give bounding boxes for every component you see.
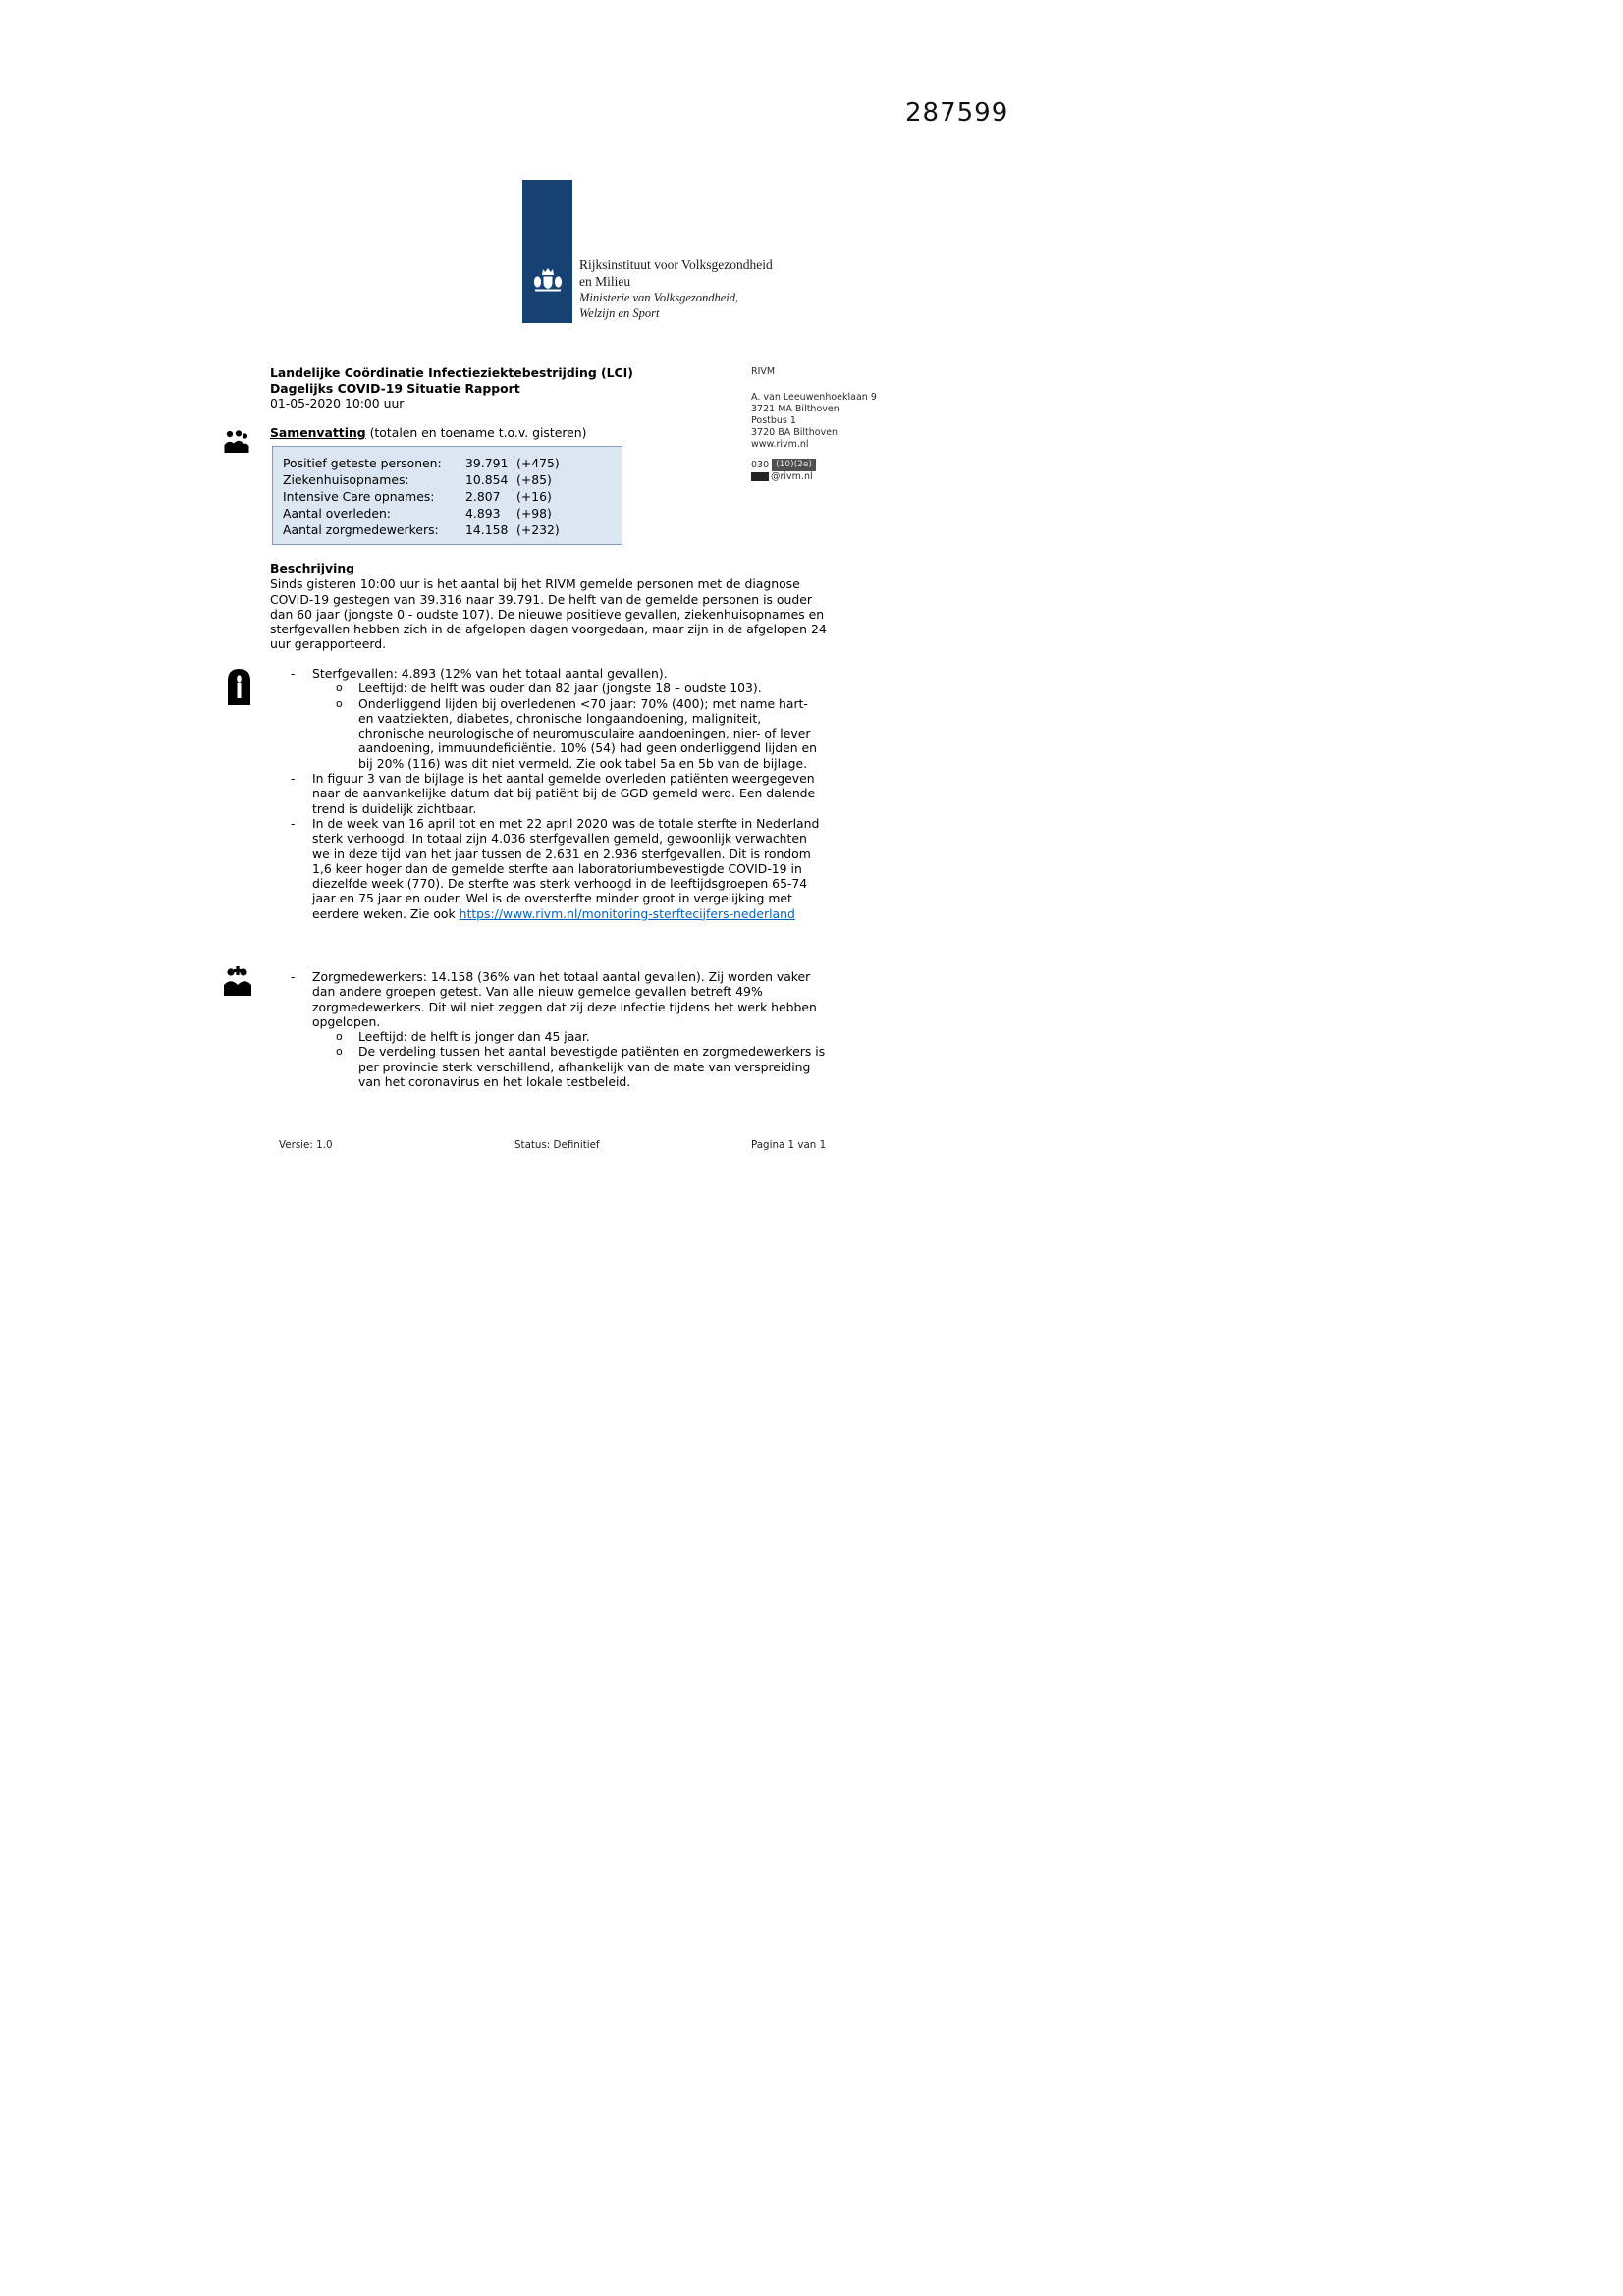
list-item <box>291 969 827 1029</box>
sub-bullet-marker: o <box>336 1030 343 1044</box>
logo-ministry-line2: Welzijn en Sport <box>579 306 660 320</box>
bullet-text <box>312 816 827 921</box>
contact-address-line: 3720 BA Bilthoven <box>751 427 839 438</box>
sub-list-item <box>336 1044 827 1089</box>
stamp-number: 287599 <box>905 98 1009 128</box>
logo-bar <box>522 180 572 323</box>
footer-page-number: Pagina 1 van 1 <box>751 1139 827 1151</box>
deaths-bullet-section <box>291 666 827 921</box>
bullet-marker: - <box>291 771 296 787</box>
stat-delta: (+98) <box>516 506 552 520</box>
stat-delta: (+475) <box>516 456 560 470</box>
logo-ministry-line1: Ministerie van Volksgezondheid, <box>579 291 739 304</box>
document-title-line2: Dagelijks COVID-19 Situatie Rapport <box>270 380 520 396</box>
sub-bullet-marker: o <box>336 682 343 695</box>
stat-value: 10.854 <box>465 472 509 487</box>
contact-address-line: Postbus 1 <box>751 415 796 426</box>
list-item <box>291 666 827 681</box>
document-date: 01-05-2020 10:00 uur <box>270 396 405 410</box>
stat-delta: (+16) <box>516 489 552 504</box>
contact-phone <box>751 459 877 471</box>
stat-label: Aantal overleden: <box>283 506 391 520</box>
footer-status: Status: Definitief <box>514 1139 600 1151</box>
bullet-text: In figuur 3 van de bijlage is het aantal gemelde overleden patiënten weergegeven naar de aanvankelijke datum dat bij patiënt bij de GGD gemeld werd. Een dalende trend is duidelijk zichtbaar. <box>312 771 816 816</box>
description-heading: Beschrijving <box>270 561 355 575</box>
healthcare-workers-icon <box>222 966 253 997</box>
summary-heading-suffix: (totalen en toename t.o.v. gisteren) <box>365 425 587 440</box>
memorial-candle-icon <box>227 668 251 706</box>
coat-of-arms-icon <box>531 264 565 296</box>
sub-bullet-marker: o <box>336 696 343 710</box>
contact-block <box>751 366 877 483</box>
healthcare-workers-bullet-section <box>291 969 827 1089</box>
sub-bullet-marker: o <box>336 1045 343 1059</box>
sub-list-item <box>336 681 827 695</box>
footer-version: Versie: 1.0 <box>279 1139 333 1151</box>
stat-row <box>283 455 622 471</box>
logo-org-name-line1: Rijksinstituut voor Volksgezondheid <box>579 257 773 272</box>
description-paragraph: Sinds gisteren 10:00 uur is het aantal bij het RIVM gemelde personen met de diagnose COVID-19 gestegen van 39.316 naar 39.791. De helft van de gemelde personen is ouder dan 60 jaar (jongste 0 - oudste 107). De nieuwe positieve gevallen, ziekenhuisopnames en sterfgevallen hebben zich in de afgelopen dagen voorgedaan, maar zijn in de afgelopen 24 uur gerapporteerd. <box>270 576 827 652</box>
sub-bullet-text: De verdeling tussen het aantal bevestigde patiënten en zorgmedewerkers is per provincie sterk verschillend, afhankelijk van de mate van verspreiding van het coronavirus en het lokale testbeleid. <box>358 1044 826 1090</box>
sub-bullet-text: Onderliggend lijden bij overledenen <70 jaar: 70% (400); met name hart- en vaatziekten, diabetes, chronische longaandoening, maligniteit, chronische neurologische of neuromusculaire aandoeningen, nier- of lever aandoening, immuundeficiëntie. 10% (54) had geen onderliggend lijden en bij 20% (116) was dit niet vermeld. Zie ook tabel 5a en 5b van de bijlage. <box>358 695 817 771</box>
stat-delta: (+85) <box>516 472 552 487</box>
stat-label: Positief geteste personen: <box>283 456 442 470</box>
stat-value: 39.791 <box>465 456 509 470</box>
email-suffix: @rivm.nl <box>771 471 813 482</box>
document-header <box>270 365 633 411</box>
list-item <box>291 816 827 921</box>
sub-list-item <box>336 1029 827 1044</box>
stat-value: 2.807 <box>465 489 501 504</box>
stat-label: Intensive Care opnames: <box>283 489 435 504</box>
bullet-marker: - <box>291 815 296 831</box>
summary-heading-label: Samenvatting <box>270 425 366 440</box>
sub-bullet-text: Leeftijd: de helft was ouder dan 82 jaar (jongste 18 – oudste 103). <box>358 681 762 696</box>
description-section <box>270 561 827 652</box>
mortality-monitoring-link[interactable]: https://www.rivm.nl/monitoring-sterftecijfers-nederland <box>459 905 795 921</box>
sub-list-item <box>336 696 827 771</box>
contact-address-line: A. van Leeuwenhoeklaan 9 <box>751 392 877 403</box>
list-item <box>291 771 827 816</box>
contact-address-line: 3721 MA Bilthoven <box>751 404 839 414</box>
stat-label: Ziekenhuisopnames: <box>283 472 409 487</box>
people-group-icon <box>223 429 249 454</box>
stat-row <box>283 505 622 521</box>
bullet-marker: - <box>291 969 296 984</box>
redaction-box: (10)(2e) <box>772 459 816 471</box>
document-title-line1: Landelijke Coördinatie Infectieziektebestrijding (LCI) <box>270 365 633 380</box>
bullet-text-segment: In de week van 16 april tot en met 22 april 2020 was de totale sterfte in Nederland sterk verhoogd. In totaal zijn 4.036 sterfgevallen gemeld, gewoonlijk verwachten we in deze tijd van het jaar tussen de 2.631 en 2.936 sterfgevallen. Dit is rondom 1,6 keer hoger dan de gemelde sterfte aan laboratoriumbevestigde COVID-19 in diezelfde week (770). De sterfte was sterk verhoogd in de leeftijdsgroepen 65-74 jaar en 75 jaar en ouder. Wel is de oversterfte minder groot in vergelijking met eerdere weken. Zie ook <box>312 815 820 921</box>
stat-row <box>283 521 622 538</box>
bullet-text: Sterfgevallen: 4.893 (12% van het totaal aantal gevallen). <box>312 666 668 681</box>
redaction-box <box>751 472 769 481</box>
stat-delta: (+232) <box>516 522 560 537</box>
logo-text <box>579 256 773 323</box>
stat-row <box>283 488 622 505</box>
stat-value: 4.893 <box>465 506 501 520</box>
logo-org-name-line2: en Milieu <box>579 274 631 289</box>
summary-stats-box <box>272 446 622 545</box>
stat-row <box>283 471 622 488</box>
contact-email <box>751 471 877 483</box>
bullet-marker: - <box>291 666 296 681</box>
contact-org: RIVM <box>751 366 776 377</box>
contact-website: www.rivm.nl <box>751 439 809 450</box>
bullet-text: Zorgmedewerkers: 14.158 (36% van het totaal aantal gevallen). Zij worden vaker dan andere groepen getest. Van alle nieuw gemelde gevallen betreft 49% zorgmedewerkers. Dit wil niet zeggen dat zij deze infectie tijdens het werk hebben opgelopen. <box>312 969 817 1029</box>
rivm-logo <box>522 180 773 323</box>
summary-heading <box>270 425 586 440</box>
stat-label: Aantal zorgmedewerkers: <box>283 522 439 537</box>
stat-value: 14.158 <box>465 522 509 537</box>
phone-prefix: 030 <box>751 460 770 470</box>
sub-bullet-text: Leeftijd: de helft is jonger dan 45 jaar. <box>358 1029 590 1045</box>
